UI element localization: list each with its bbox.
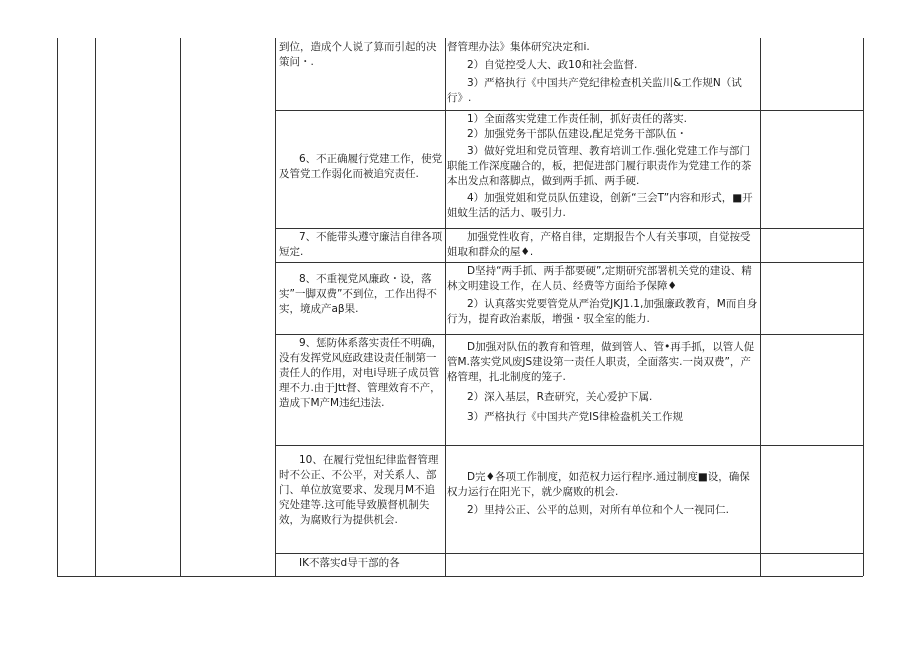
row-divider	[275, 553, 863, 554]
measure-text: 2）自觉控受人大、政10和社会监督.	[467, 59, 638, 71]
measure-text: 督管理办法》集体研究决定和i.	[447, 41, 590, 53]
row-divider	[275, 228, 863, 229]
table-col-line-1	[95, 38, 96, 576]
measure-text: D完♦各项工作制度，如范权力运行程序.通过制度■设，确保权力运行在阳光下，就少腐败的机会.	[447, 471, 750, 498]
row-divider	[275, 262, 863, 263]
risk-cell	[279, 152, 443, 192]
measure-cell	[447, 264, 759, 332]
risk-text: IK不落实d导干部的各	[299, 557, 400, 569]
risk-text: 7、不能带头遵守廉洁自律各项短定.	[279, 231, 443, 258]
risk-cell	[279, 230, 443, 260]
table-col-line-3	[275, 38, 276, 576]
table-border-bottom	[57, 576, 863, 577]
measure-text: 2）加强党务干部队伍建设,配足党务干部队伍・	[467, 128, 688, 140]
risk-text: 8、不重视党风廉政・设，落实”一脚双费”不到位，工作出得不实，境成产aβ果.	[279, 273, 437, 315]
measure-cell	[447, 340, 759, 440]
measure-cell	[447, 112, 759, 226]
table-col-line-4	[445, 38, 446, 576]
risk-cell	[279, 556, 443, 574]
measure-text: 3）严格执行《中国共产党纪律检查机关监川&工作规N（试行》.	[447, 77, 742, 104]
measure-cell	[447, 230, 759, 260]
table-border-right	[863, 38, 864, 576]
table-col-line-5	[760, 38, 761, 576]
risk-cell	[279, 453, 443, 551]
row-divider	[275, 334, 863, 335]
row-divider	[275, 110, 863, 111]
table-border-left	[57, 38, 58, 576]
risk-text: 到位，造成个人说了算而引起的决策问・.	[279, 41, 437, 68]
measure-text: 4）加强党姐和党员队伍建设，创新“三会T”内容和形式，■开姐蚊生活的活力、吸引力.	[447, 192, 753, 219]
measure-text: D加强对队伍的教育和管理，做到管人、管•再手抓，以管人促管M.落实党风废JS建设第一责任人职责，全面落实.一岗双费”，产格管理，扎北制度的笼子.	[447, 341, 755, 383]
measure-cell	[447, 40, 759, 108]
measure-text: 2）里持公正、公平的总则，对所有单位和个人一视同仁.	[467, 504, 730, 516]
measure-cell	[447, 470, 759, 540]
row-divider	[275, 445, 863, 446]
risk-text: 10、在履行党忸纪律监督管理时不公正、不公平，对关系人、部门、单位放宽要求、发现月M不追究处建等.这可能导致膜督机制失效，为腐败行为提供机会.	[279, 454, 439, 526]
measure-text: 2）认真落实党要管党从严治党JKJ1.1,加强廉政教育，M而自身行为，提育政治素版，增强・驭全室的能力.	[447, 298, 758, 325]
risk-text: 6、不正确履行党建工作，使党及管党工作弱化而被追究责任.	[279, 153, 443, 180]
table-col-line-2	[180, 38, 181, 576]
measure-text: 加强党性收育，产格自律，定期报告个人有关事项，自觉按受姐取和群众的屋♦.	[447, 231, 751, 258]
measure-text: 3）做好党坦和党员管理、教育培训工作.强化党建工作与部门职能工作深度融合的，板，把促进部门履行职责作为党建工作的茶本出发点和落脚点，做到两手抓、两手硬.	[447, 145, 752, 187]
risk-text: 9、惩防体系落实责任不明确，没有发挥党风庭政建设责任制第一责任人的作用，对电i导班子成员管理不力.由于Jtt督、管理效育不产，造成下M产M违纪违法.	[279, 337, 443, 409]
measure-text: 3）严格执行《中国共产党IS律检盎机关工作规	[467, 411, 683, 423]
risk-cell	[279, 336, 443, 426]
measure-text: 1）全面落实党建工作责任制，抓好责任的落实.	[467, 113, 688, 125]
risk-cell	[279, 272, 443, 332]
risk-cell	[279, 40, 443, 108]
measure-text: D坚持“两手抓、两手都要硬”,定期研究部署机关党的建设、精林文明建设工作，在人员、经费等方面给予保障♦	[447, 265, 752, 292]
measure-text: 2）深入基层，R查研究，关心爱护下属.	[467, 391, 653, 403]
